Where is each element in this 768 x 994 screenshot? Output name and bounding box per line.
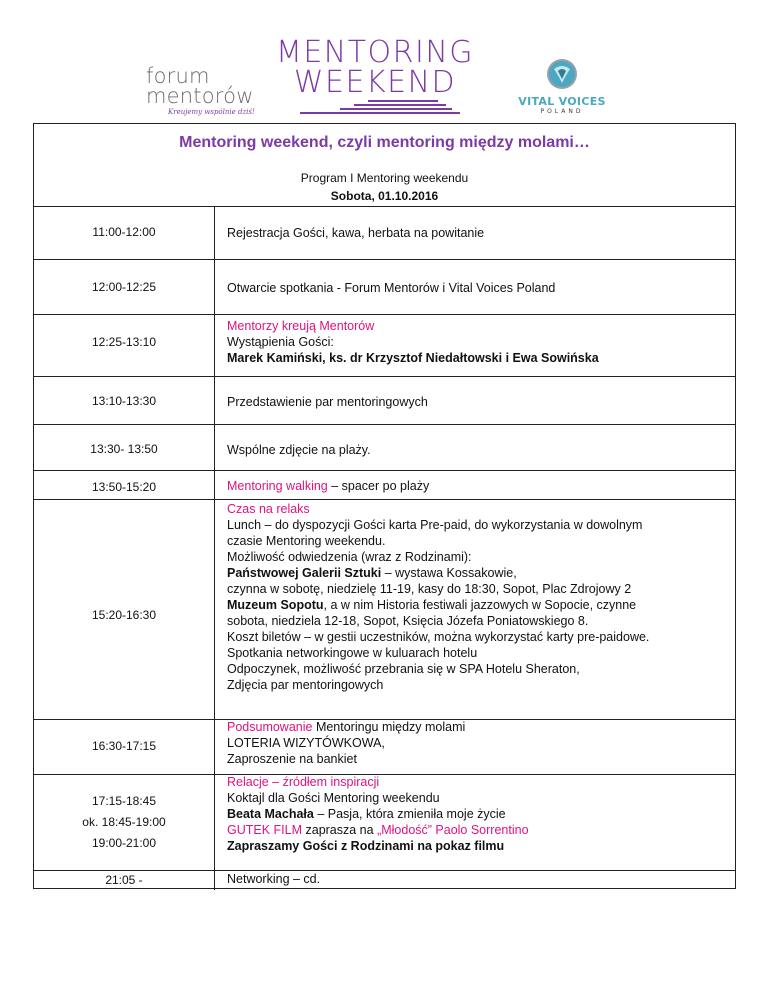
table-divider — [34, 259, 735, 260]
forum-logo-tagline: Kreujemy wspólnie dziś! — [168, 108, 255, 116]
speakers-line: Marek Kamiński, ks. dr Krzysztof Niedałtowski i Ewa Sowińska — [227, 351, 599, 365]
row-description: Wspólne zdjęcie na plaży. — [227, 443, 371, 457]
row-time: 13:10-13:30 — [91, 394, 157, 408]
program-table — [33, 123, 736, 889]
page-title: Mentoring weekend, czyli mentoring między molami… — [179, 134, 590, 151]
row-description — [227, 501, 727, 693]
row-description — [227, 719, 727, 767]
table-divider — [34, 499, 735, 500]
row-description — [227, 774, 727, 854]
vital-voices-sub: POLAND — [540, 108, 584, 115]
row-time: 17:15-18:45 — [91, 794, 157, 808]
description-line: Mentoringu między molami — [312, 720, 466, 734]
description-line: Możliwość odwiedzenia (wraz z Rodzinami): — [227, 550, 472, 564]
forum-mentorow-logo — [146, 66, 255, 116]
row-description: Przedstawienie par mentoringowych — [227, 395, 428, 409]
mentoring-weekend-logo — [270, 35, 480, 116]
venue-name: Państwowej Galerii Sztuki — [227, 566, 382, 580]
table-divider — [34, 314, 735, 315]
description-line: Zapraszamy Gości z Rodzinami na pokaz filmu — [227, 839, 505, 853]
description-line: zaprasza na — [302, 823, 378, 837]
forum-logo-line1: forum — [146, 64, 210, 88]
description-line: LOTERIA WIZYTÓWKOWA, — [227, 736, 385, 750]
row-time: 11:00-12:00 — [92, 225, 156, 239]
film-title: „Młodość” Paolo Sorrentino — [377, 823, 529, 837]
row-time: 16:30-17:15 — [91, 739, 157, 753]
row-time: 13:50-15:20 — [91, 480, 157, 494]
row-time: 19:00-21:00 — [91, 836, 157, 850]
session-title: Czas na relaks — [227, 502, 310, 516]
row-time: 12:25-13:10 — [91, 335, 157, 349]
description-line: sobota, niedziela 12-18, Sopot, Księcia Józefa Poniatowskiego 8. — [227, 614, 589, 628]
description-line: czynna w sobotę, niedzielę 11-19, kasy do 18:30, Sopot, Plac Zdrojowy 2 — [227, 582, 632, 596]
session-title: Mentoring walking — [227, 479, 328, 493]
description-line: Zaproszenie na bankiet — [227, 752, 357, 766]
row-time: 12:00-12:25 — [91, 280, 157, 294]
row-description — [227, 318, 727, 366]
film-distributor: GUTEK FILM — [227, 823, 303, 837]
description-line: czasie Mentoring weekendu. — [227, 534, 386, 548]
description-line: – spacer po plaży — [327, 479, 430, 493]
row-time: 15:20-16:30 — [91, 608, 157, 622]
program-heading-block — [34, 169, 735, 205]
vital-voices-emblem-icon — [545, 57, 579, 91]
table-column-divider — [214, 206, 215, 890]
weekend-logo-stripes — [270, 98, 480, 116]
description-line: , a w nim Historia festiwali jazzowych w Sopocie, czynne — [323, 598, 637, 612]
row-time: 21:05 - — [105, 873, 143, 887]
description-line: – wystawa Kossakowie, — [381, 566, 517, 580]
table-divider — [34, 470, 735, 471]
vital-voices-name: VITAL VOICES — [518, 95, 606, 108]
speaker-name: Beata Machała — [227, 807, 314, 821]
description-line: Spotkania networkingowe w kuluarach hotelu — [227, 646, 478, 660]
row-description: Networking – cd. — [227, 872, 321, 886]
description-line: Lunch – do dyspozycji Gości karta Pre-paid, do wykorzystania w dowolnym — [227, 518, 643, 532]
description-line: Zdjęcia par mentoringowych — [227, 678, 384, 692]
venue-name: Muzeum Sopotu — [227, 598, 324, 612]
session-title: Podsumowanie — [227, 720, 313, 734]
program-date: Sobota, 01.10.2016 — [330, 189, 439, 203]
weekend-logo-line2: WEEKEND — [293, 65, 457, 100]
row-time: 13:30- 13:50 — [90, 442, 158, 456]
description-line: Wystąpienia Gości: — [227, 335, 334, 349]
row-description: Otwarcie spotkania - Forum Mentorów i Vital Voices Poland — [227, 281, 556, 295]
weekend-logo-line1: MENTORING — [275, 35, 475, 70]
table-divider — [34, 424, 735, 425]
description-line: – Pasja, która zmieniła moje życie — [313, 807, 506, 821]
table-divider — [34, 376, 735, 377]
vital-voices-logo — [512, 57, 612, 115]
description-line: Koszt biletów – w gestii uczestników, można wykorzystać karty pre-paidowe. — [227, 630, 650, 644]
forum-logo-line2: mentorów — [146, 84, 254, 108]
session-title: Mentorzy kreują Mentorów — [227, 319, 375, 333]
description-line: Koktajl dla Gości Mentoring weekendu — [227, 791, 440, 805]
description-line: Odpoczynek, możliwość przebrania się w SPA Hotelu Sheraton, — [227, 662, 580, 676]
session-title: Relacje – źródłem inspiracji — [227, 775, 380, 789]
row-description: Rejestracja Gości, kawa, herbata na powitanie — [227, 226, 485, 240]
program-heading: Program I Mentoring weekendu — [300, 171, 469, 185]
row-description — [227, 478, 727, 494]
table-divider — [34, 206, 735, 207]
row-time: ok. 18:45-19:00 — [82, 815, 166, 829]
header-logos — [0, 0, 768, 125]
